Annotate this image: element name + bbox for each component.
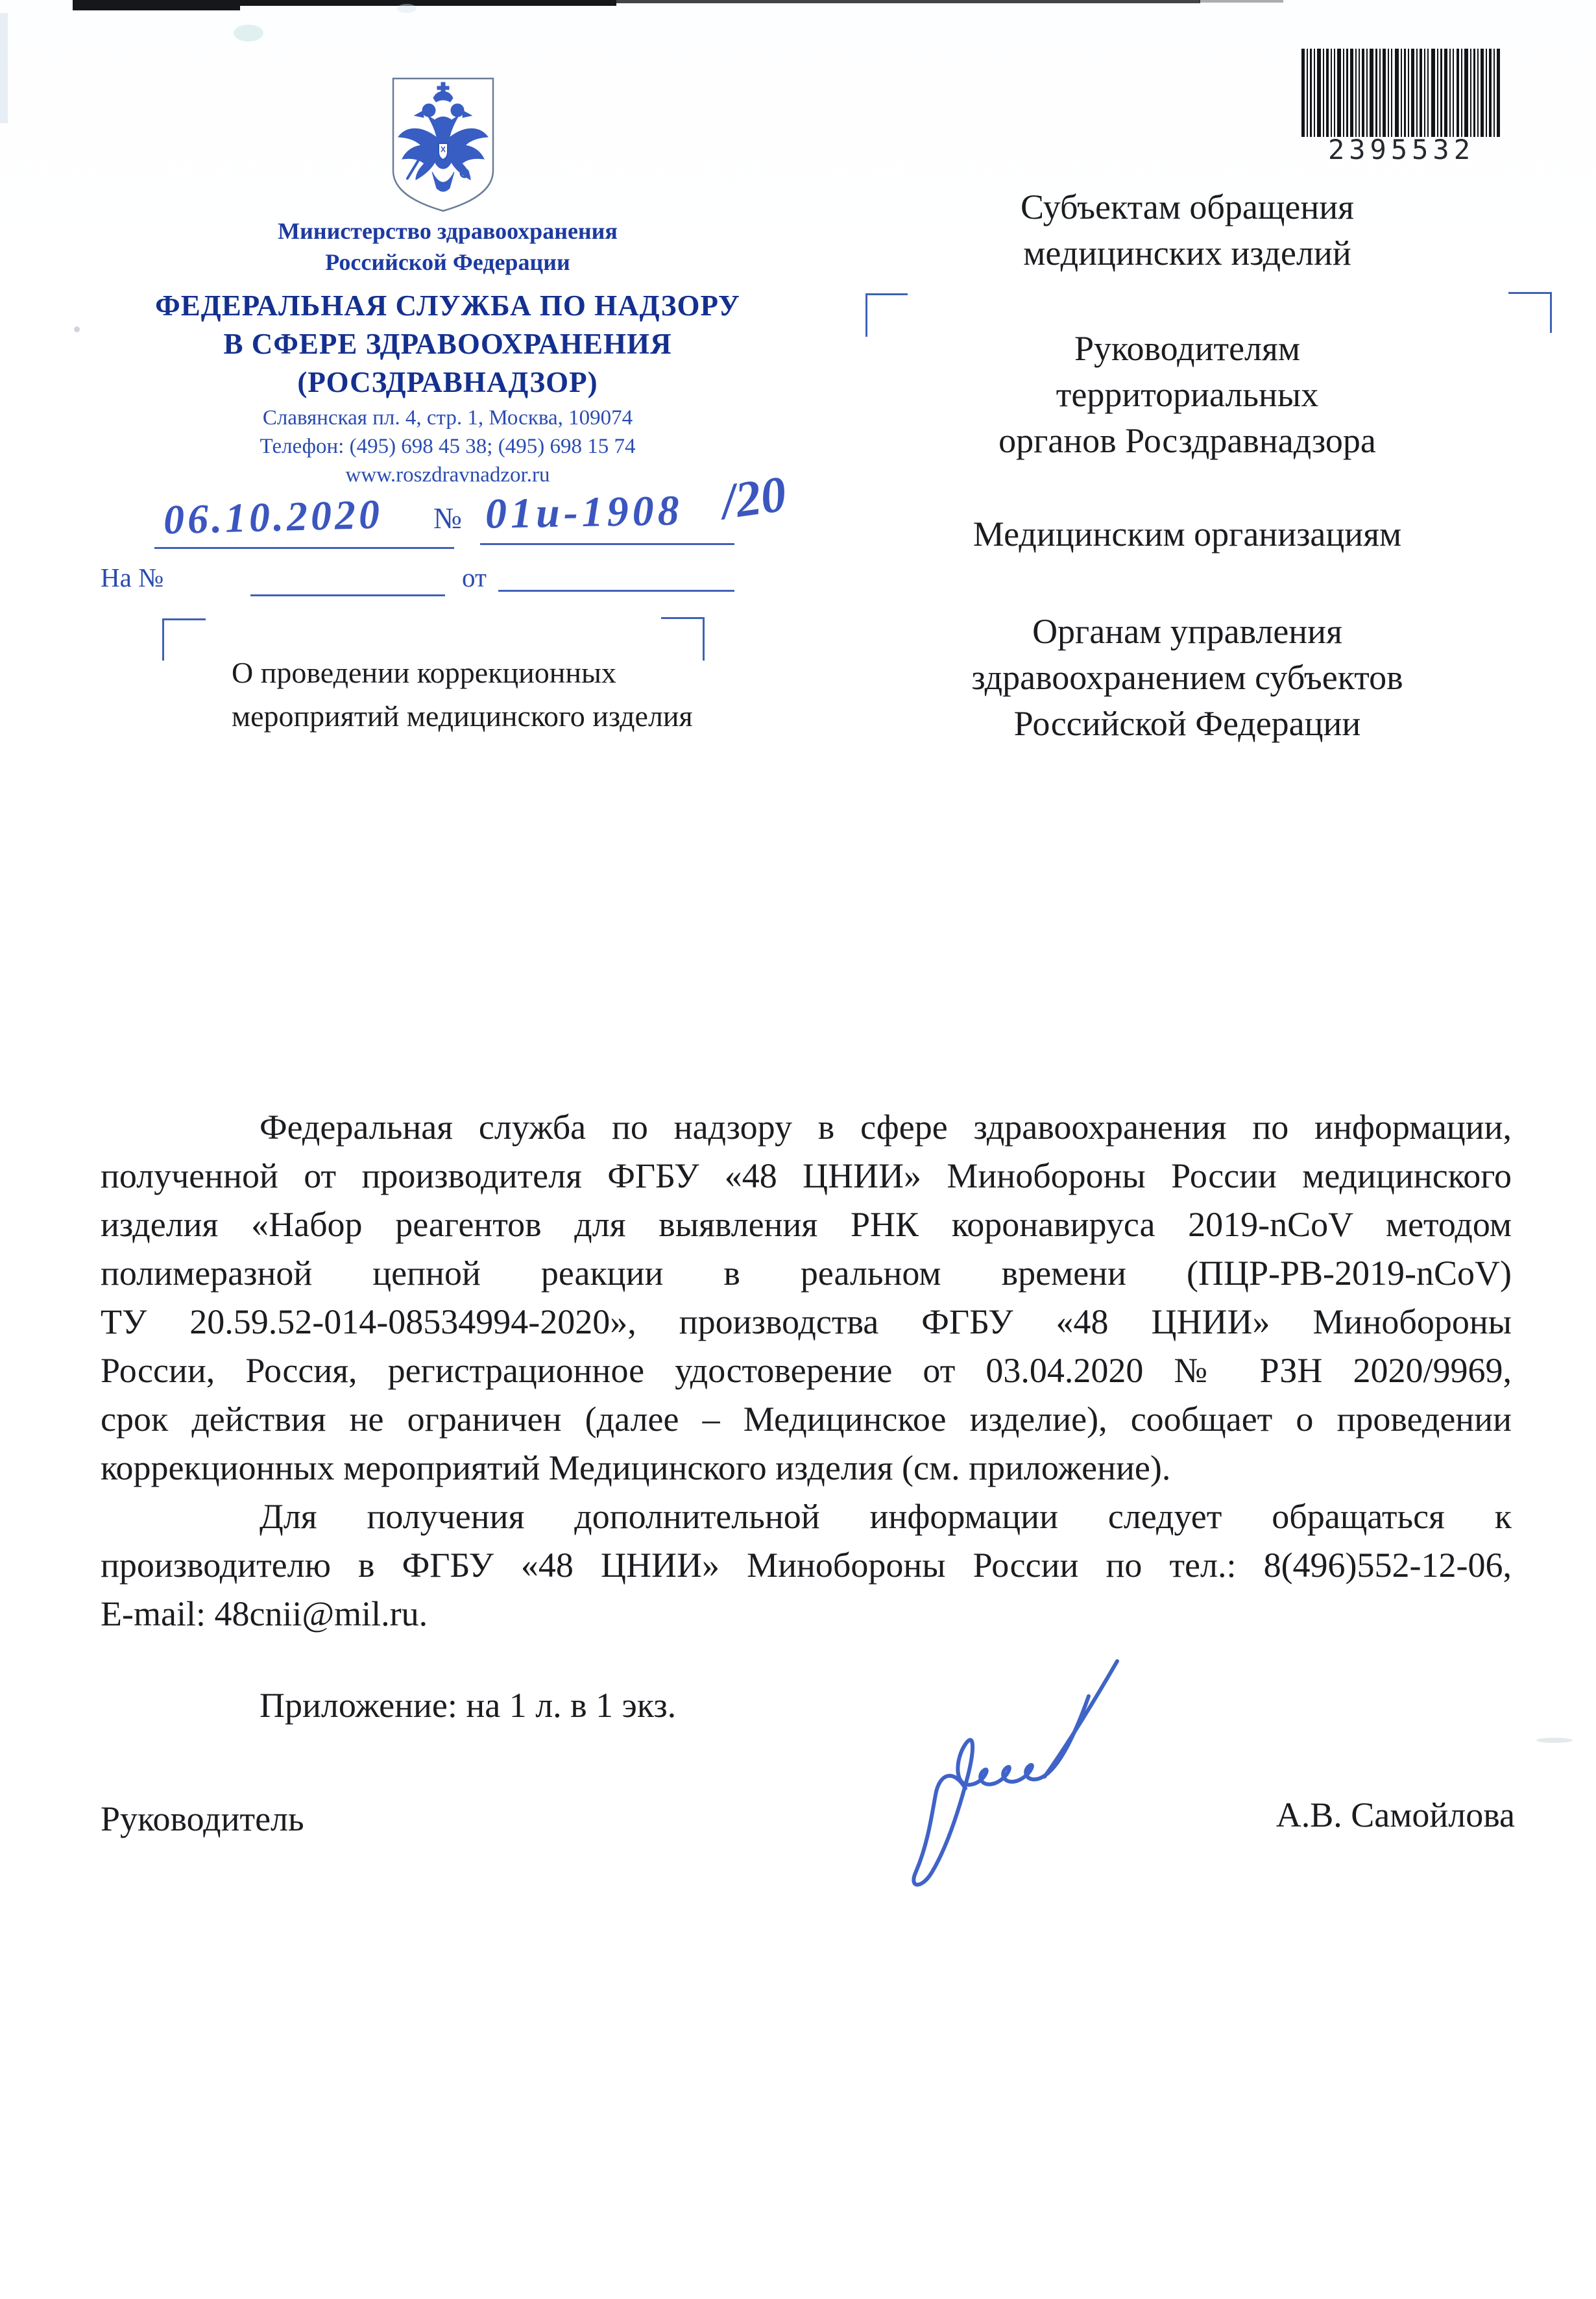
signature-image	[869, 1655, 1285, 1901]
doc-number-suffix: /20	[718, 465, 790, 530]
scan-edge-line	[615, 0, 1200, 3]
body-line: E-mail: 48cnii@mil.ru.	[101, 1594, 428, 1633]
service-name-line1: ФЕДЕРАЛЬНАЯ СЛУЖБА ПО НАДЗОРУ	[155, 289, 740, 322]
addressee-line: Медицинским организациям	[973, 515, 1402, 553]
signer-name: А.В. Самойлова	[1276, 1795, 1515, 1834]
corner-bracket-subject-left	[162, 618, 206, 661]
addressee-group-2	[863, 326, 1512, 464]
org-website: www.roszdravnadzor.ru	[345, 463, 550, 487]
attachment-note: Приложение: на 1 л. в 1 экз.	[260, 1686, 677, 1725]
ministry-name-line1: Министерство здравоохранения	[278, 218, 618, 244]
org-phone: Телефон: (495) 698 45 38; (495) 698 15 74	[260, 435, 636, 458]
date-underline	[154, 547, 454, 549]
scan-edge-line	[1199, 0, 1283, 3]
ref-from-label: от	[462, 563, 487, 592]
addressee-line: Российской Федерации	[1013, 704, 1361, 743]
subject-block	[232, 651, 816, 738]
addressee-group-4	[863, 609, 1512, 747]
body-line: ТУ 20.59.52-014-08534994-2020», производства ФГБУ «48 ЦНИИ» Минобороны	[101, 1302, 1512, 1341]
scan-edge-line	[73, 0, 240, 10]
addressee-line: территориальных	[1056, 375, 1319, 414]
subject-line-1: О проведении коррекционных	[232, 656, 616, 689]
body-line: срок действия не ограничен (далее – Медицинское изделие), сообщает о проведении	[101, 1400, 1512, 1439]
scan-edge-line	[239, 0, 616, 6]
addressee-line: Субъектам обращения	[1020, 188, 1355, 226]
body-line: России, Россия, регистрационное удостоверение от 03.04.2020 № РЗН 2020/9969,	[101, 1351, 1512, 1390]
ref-underline-2	[498, 590, 734, 592]
body-line: производителю в ФГБУ «48 ЦНИИ» Минобороны России по тел.: 8(496)552-12-06,	[101, 1546, 1512, 1585]
ministry-name	[45, 215, 850, 278]
scan-speck	[1536, 1738, 1573, 1743]
addressee-line: здравоохранением субъектов	[971, 658, 1403, 697]
body-line: Федеральная служба по надзору в сфере здравоохранения по информации,	[260, 1108, 1512, 1147]
org-address: Славянская пл. 4, стр. 1, Москва, 109074	[262, 406, 633, 430]
service-name	[45, 287, 850, 402]
scan-smudge	[397, 4, 417, 13]
addressee-line: органов Росздравнадзора	[998, 421, 1376, 460]
scan-edge-shadow	[0, 13, 8, 123]
body-line: полимеразной цепной реакции в реальном времени (ПЦР-РВ-2019-nCoV)	[101, 1254, 1512, 1293]
service-name-line3: (РОСЗДРАВНАДЗОР)	[297, 366, 598, 398]
addressee-group-3	[863, 511, 1512, 557]
body-line: полученной от производителя ФГБУ «48 ЦНИИ» Минобороны России медицинского	[101, 1156, 1512, 1195]
service-name-line2: В СФЕРЕ ЗДРАВООХРАНЕНИЯ	[223, 328, 672, 360]
addressee-group-1	[863, 184, 1512, 276]
body-line: Для получения дополнительной информации следует обращаться к	[260, 1497, 1512, 1536]
ref-underline-1	[250, 594, 445, 596]
barcode-number: 2395532	[1327, 134, 1475, 165]
addressee-line: Руководителям	[1074, 329, 1300, 368]
subject-line-2: мероприятий медицинского изделия	[232, 699, 693, 733]
doc-date-handwritten: 06.10.2020	[163, 491, 383, 543]
coat-of-arms-icon	[389, 75, 497, 215]
doc-number-handwritten: 01и-1908	[485, 487, 684, 538]
ref-number-label: На №	[101, 563, 164, 592]
signer-title: Руководитель	[101, 1799, 304, 1838]
body-line: изделия «Набор реагентов для выявления РНК коронавируса 2019-nCoV методом	[101, 1205, 1512, 1244]
addressee-line: Органам управления	[1032, 612, 1342, 651]
number-underline	[480, 543, 734, 545]
barcode-image	[1301, 49, 1500, 137]
body-line: коррекционных мероприятий Медицинского изделия (см. приложение).	[101, 1448, 1171, 1487]
corner-bracket-addressee-right	[1508, 292, 1552, 333]
scan-smudge	[234, 25, 263, 42]
addressee-line: медицинских изделий	[1023, 234, 1351, 273]
doc-number-sign: №	[433, 502, 462, 535]
ministry-name-line2: Российской Федерации	[325, 249, 570, 275]
